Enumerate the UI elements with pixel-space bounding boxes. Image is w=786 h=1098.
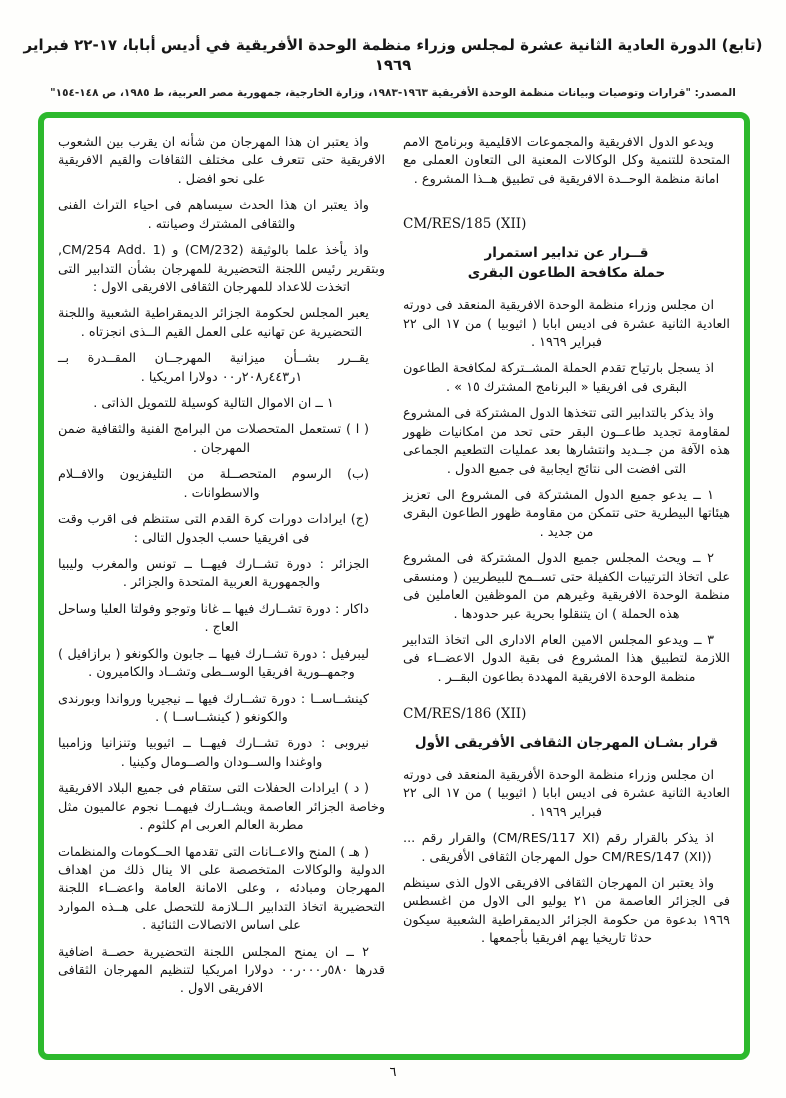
resolution-code-185: CM/RES/185 (XII) [403,216,527,233]
resolution-code-186: CM/RES/186 (XII) [403,706,527,723]
paragraph: واذ يعتبر ان هذا الحدث سيساهم فى احياء التراث الفنى والثقافى المشترك وصيانته . [58,198,369,232]
resolution-185-title [403,243,730,284]
paragraph: واذ يذكر بالتدابير التى تتخذها الدول المشتركة فى المشروع لمقاومة تجديد طاعــون البقر حتى تحد من امكانيات ظهور هذه الآفة من جــديد وانتشارها بعد عمليات التطعيم الجماعى التى افضت الى نتائج ايجابية فى جميع الدول . [403,406,730,477]
paragraph: ١ ــ ان الاموال التالية كوسيلة للتمويل الذاتى . [93,396,334,412]
page-number: ٦ [389,1065,397,1080]
paragraph: واذ يأخذ علما بالوثيقة (CM/232) و (CM/254 Add. 1, وبتقرير رئيس اللجنة التحضيرية للمهرجان بشأن التدابير التى اتخذت للاعداد للمهرجان الثقافى الافريقى الاول : [58,243,385,295]
paragraph: ٢ ــ ان يمنح المجلس اللجنة التحضيرية حصــة اضافية قدرها ٥٨٠ر٠٠٠ر٠٠ دولارا امريكيا لتنظيم المهرجان الثقافى الافريقى الاول . [58,944,386,997]
content-border-box [38,112,750,1060]
paragraph: ٣ ــ ويدعو المجلس الامين العام الادارى الى اتخاذ التدابير اللازمة لتطبيق هذا المشروع فى بقية الدول الاعضــاء فى منظمة الوحدة الافريقية المهددة بطاعون البقــر . [403,632,730,685]
paragraph: ان مجلس وزراء منظمة الوحدة الافريقية المنعقد فى دورته العادية الثانية عشرة فى اديس ابابا ( اثيوبيا ) من ١٧ الى ٢٢ فبراير ١٩٦٩ . [403,298,730,351]
paragraph: ( ا ) تستعمل المتحصلات من البرامج الفنية والثقافية ضمن المهرجان . [58,422,369,456]
resolution-186-title: قرار بشـان المهرجان الثقافى الأفريقى الأول [414,734,719,751]
resolution-185-title-line2: حملة مكافحة الطاعون البقرى [467,264,666,281]
paragraph: الجزائر : دورة تشــارك فيهــا ــ تونس والمغرب وليبيا والجمهورية العربية المتحدة والجزائر . [58,557,369,591]
source-citation: المصدر: "قرارات وتوصيات وبيانات منظمة الوحدة الأفريقية ١٩٦٣-١٩٨٣، وزارة الخارجية، جمهورية مصر العربية، ط ١٩٨٥، ص ١٤٨-١٥٤" [50,87,736,99]
paragraph: اذ يذكر بالقرار رقم (CM/RES/117 XI) والقرار رقم ... (CM/RES/147 (XI) حول المهرجان الثقافى الأفريقى . [403,831,714,865]
paragraph: كينشــاســا : دورة تشــارك فيها ــ نيجيريا ورواندا وبورندى والكونغو ( كينشــاســا ) . [58,691,369,725]
paragraph: واذ يعتبر ان المهرجان الثقافى الافريقى الاول الذى سينظم فى الجزائر العاصمة من ٢١ يوليو الى الاول من اغسطس ١٩٦٩ بدعوة من حكومة الجزائر الديمقراطية الشعبية سيكون حدثا تاريخيا يهم افريقيا بأجمعها . [403,876,730,947]
paragraph: ويدعو الدول الافريقية والمجموعات الاقليمية وبرنامج الامم المتحدة للتنمية وكل الوكالات المعنية الى التعاون العملى مع امانة منظمة الوحــدة الافريقية فى تطبيق هــذا المشروع . [403,135,730,187]
column-left [58,134,385,1044]
paragraph: ( د ) ايرادات الحفلات التى ستقام فى جميع البلاد الافريقية وخاصة الجزائر العاصمة ويشــارك فيهمــا نجوم عالميون مثل مطربة العالم العربى ام كلثوم . [58,781,385,834]
paragraph: ١ ــ يدعو جميع الدول المشتركة فى المشروع الى تعزيز هيئاتها البيطرية حتى تتمكن من مقاومة ظهور الطاعون البقرى من جديد . [403,488,730,540]
paragraph: اذ يسجل بارتياح تقدم الحملة المشــتركة لمكافحة الطاعون البقرى فى افريقيا « البرنامج المشترك ١٥ » . [403,361,714,395]
resolution-185-title-line1: قــرار عن تدابير استمرار [484,244,649,261]
page-header [0,36,786,99]
paragraph: ٢ ــ ويحث المجلس جميع الدول المشتركة فى المشروع على اتخاذ الترتيبات الكفيلة حتى تســمح للبيطريين ( ومنسقى منظمة الوحدة الافريقية وغيرهم من الموظفين العاملين فى هذه الحملة ) ان يتنقلوا بحرية عبر حدودها . [403,551,730,622]
paragraph: (ج) ايرادات دورات كرة القدم التى ستنظم فى اقرب وقت فى افريقيا حسب الجدول التالى : [58,512,369,546]
paragraph: ليبرفيل : دورة تشــارك فيها ــ جابون والكونغو ( برازافيل ) وجمهــورية افريقيا الوســطى وتشــاد والكاميرون . [58,646,369,681]
paragraph: يقــرر بشــأن ميزانية المهرجــان المقــدرة بــ ١ر٤٤٣ر٢٠٨ر٠٠ دولارا امريكيا . [58,351,369,385]
paragraph: ( هـ ) المنح والاعــانات التى تقدمها الحــكومات والمنظمات الدولية والوكالات المتخصصة على الا ينال ذلك من اهداف المهرجان ومبادئه ، وعلى الامانة العامة واعضــاء اللجنة التحضيرية اتخاذ التدابير الــلازمة للتحصل على هــذه الموارد على اساس الاتصالات الثنائية . [58,844,385,934]
paragraph: داكار : دورة تشــارك فيها ــ غانا وتوجو وفولتا العليا وساحل العاج . [58,601,369,636]
paragraph: واذ يعتبر ان هذا المهرجان من شأنه ان يقرب بين الشعوب الافريقية حتى تتعرف على مختلف الثقافات والقيم الافريقية على نحو افضل . [58,135,385,187]
paragraph: نيروبى : دورة تشــارك فيهــا ــ اثيوبيا وتنزانيا وزامبيا واوغندا والســودان والصــومال وكينيا . [58,736,369,770]
paragraph: (ب) الرسوم المتحصــلة من التليفزيون والافــلام والاسطوانات . [58,467,369,501]
page-title: (تابع) الدورة العادية الثانية عشرة لمجلس وزراء منظمة الوحدة الأفريقية في أديس أبابا، ١٧-٢٢ فبراير ١٩٦٩ [23,36,763,74]
column-right [403,134,730,1044]
paragraph: يعبر المجلس لحكومة الجزائر الديمقراطية الشعبية واللجنة التحضيرية عن تهانيه على العمل القيم الــذى انجزتاه . [58,306,369,340]
paragraph: ان مجلس وزراء منظمة الوحدة الأفريقية المنعقد فى دورته العادية الثانية عشرة فى اديس ابابا ( اثيوبيا ) من ١٧ الى ٢٢ فبراير ١٩٦٩ . [403,767,730,820]
